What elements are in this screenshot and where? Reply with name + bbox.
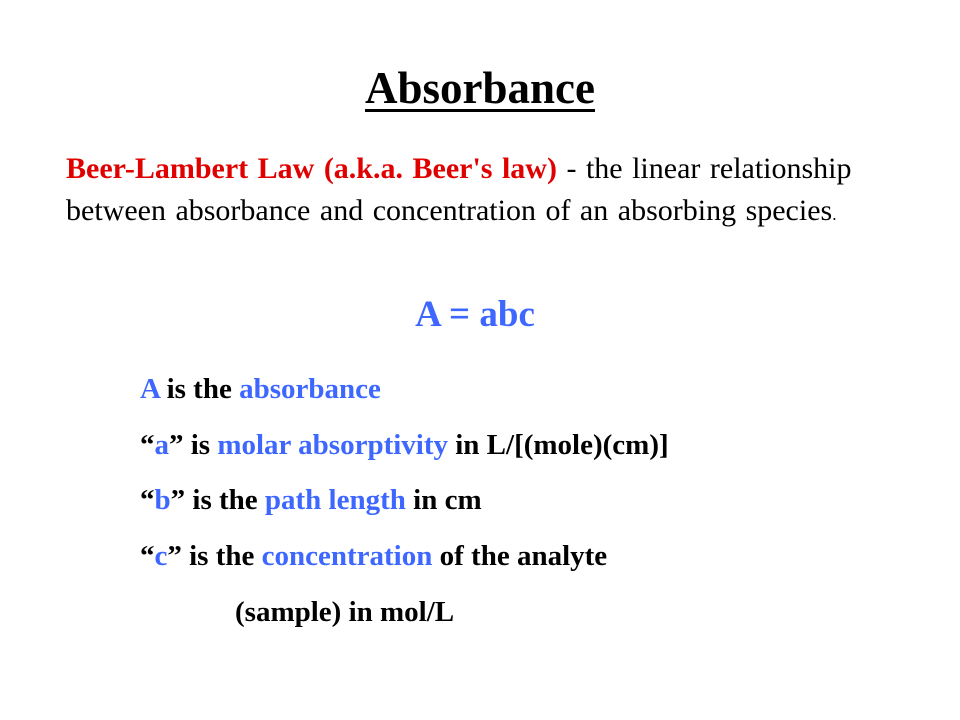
variable-molar-absorptivity-line (140, 429, 669, 462)
slide-title: Absorbance (364, 63, 595, 113)
variable-symbol: “b” (140, 484, 186, 516)
definition-period: . (832, 205, 837, 224)
definition-paragraph (66, 148, 896, 236)
variable-connector: is the (181, 540, 262, 572)
variable-term: path length (264, 484, 406, 516)
variable-symbol: “a” (140, 429, 184, 461)
formula: A = abc (415, 294, 535, 335)
law-description: - the linear relationship between absorbance and concentration of an absorbing species (66, 152, 852, 227)
variable-path-length-line (140, 484, 482, 517)
variable-concentration-line (140, 540, 607, 573)
variable-unit: of the analyte (432, 540, 608, 572)
variable-term: concentration (261, 540, 433, 572)
variable-connector: is the (185, 484, 265, 516)
variable-unit: in L/[(mole)(cm)] (448, 429, 669, 461)
variable-connector: is (183, 429, 218, 461)
variable-unit: in cm (405, 484, 482, 516)
variable-term: absorbance (239, 373, 381, 405)
variable-connector: is the (159, 373, 240, 405)
variable-term: molar absorptivity (217, 429, 448, 461)
variable-symbol: A (140, 373, 160, 405)
law-name: Beer-Lambert Law (a.k.a. Beer's law) (66, 152, 557, 185)
variable-absorbance-line (140, 373, 381, 406)
concentration-unit-line: (sample) in mol/L (235, 596, 455, 628)
variable-symbol: “c” (140, 540, 182, 572)
